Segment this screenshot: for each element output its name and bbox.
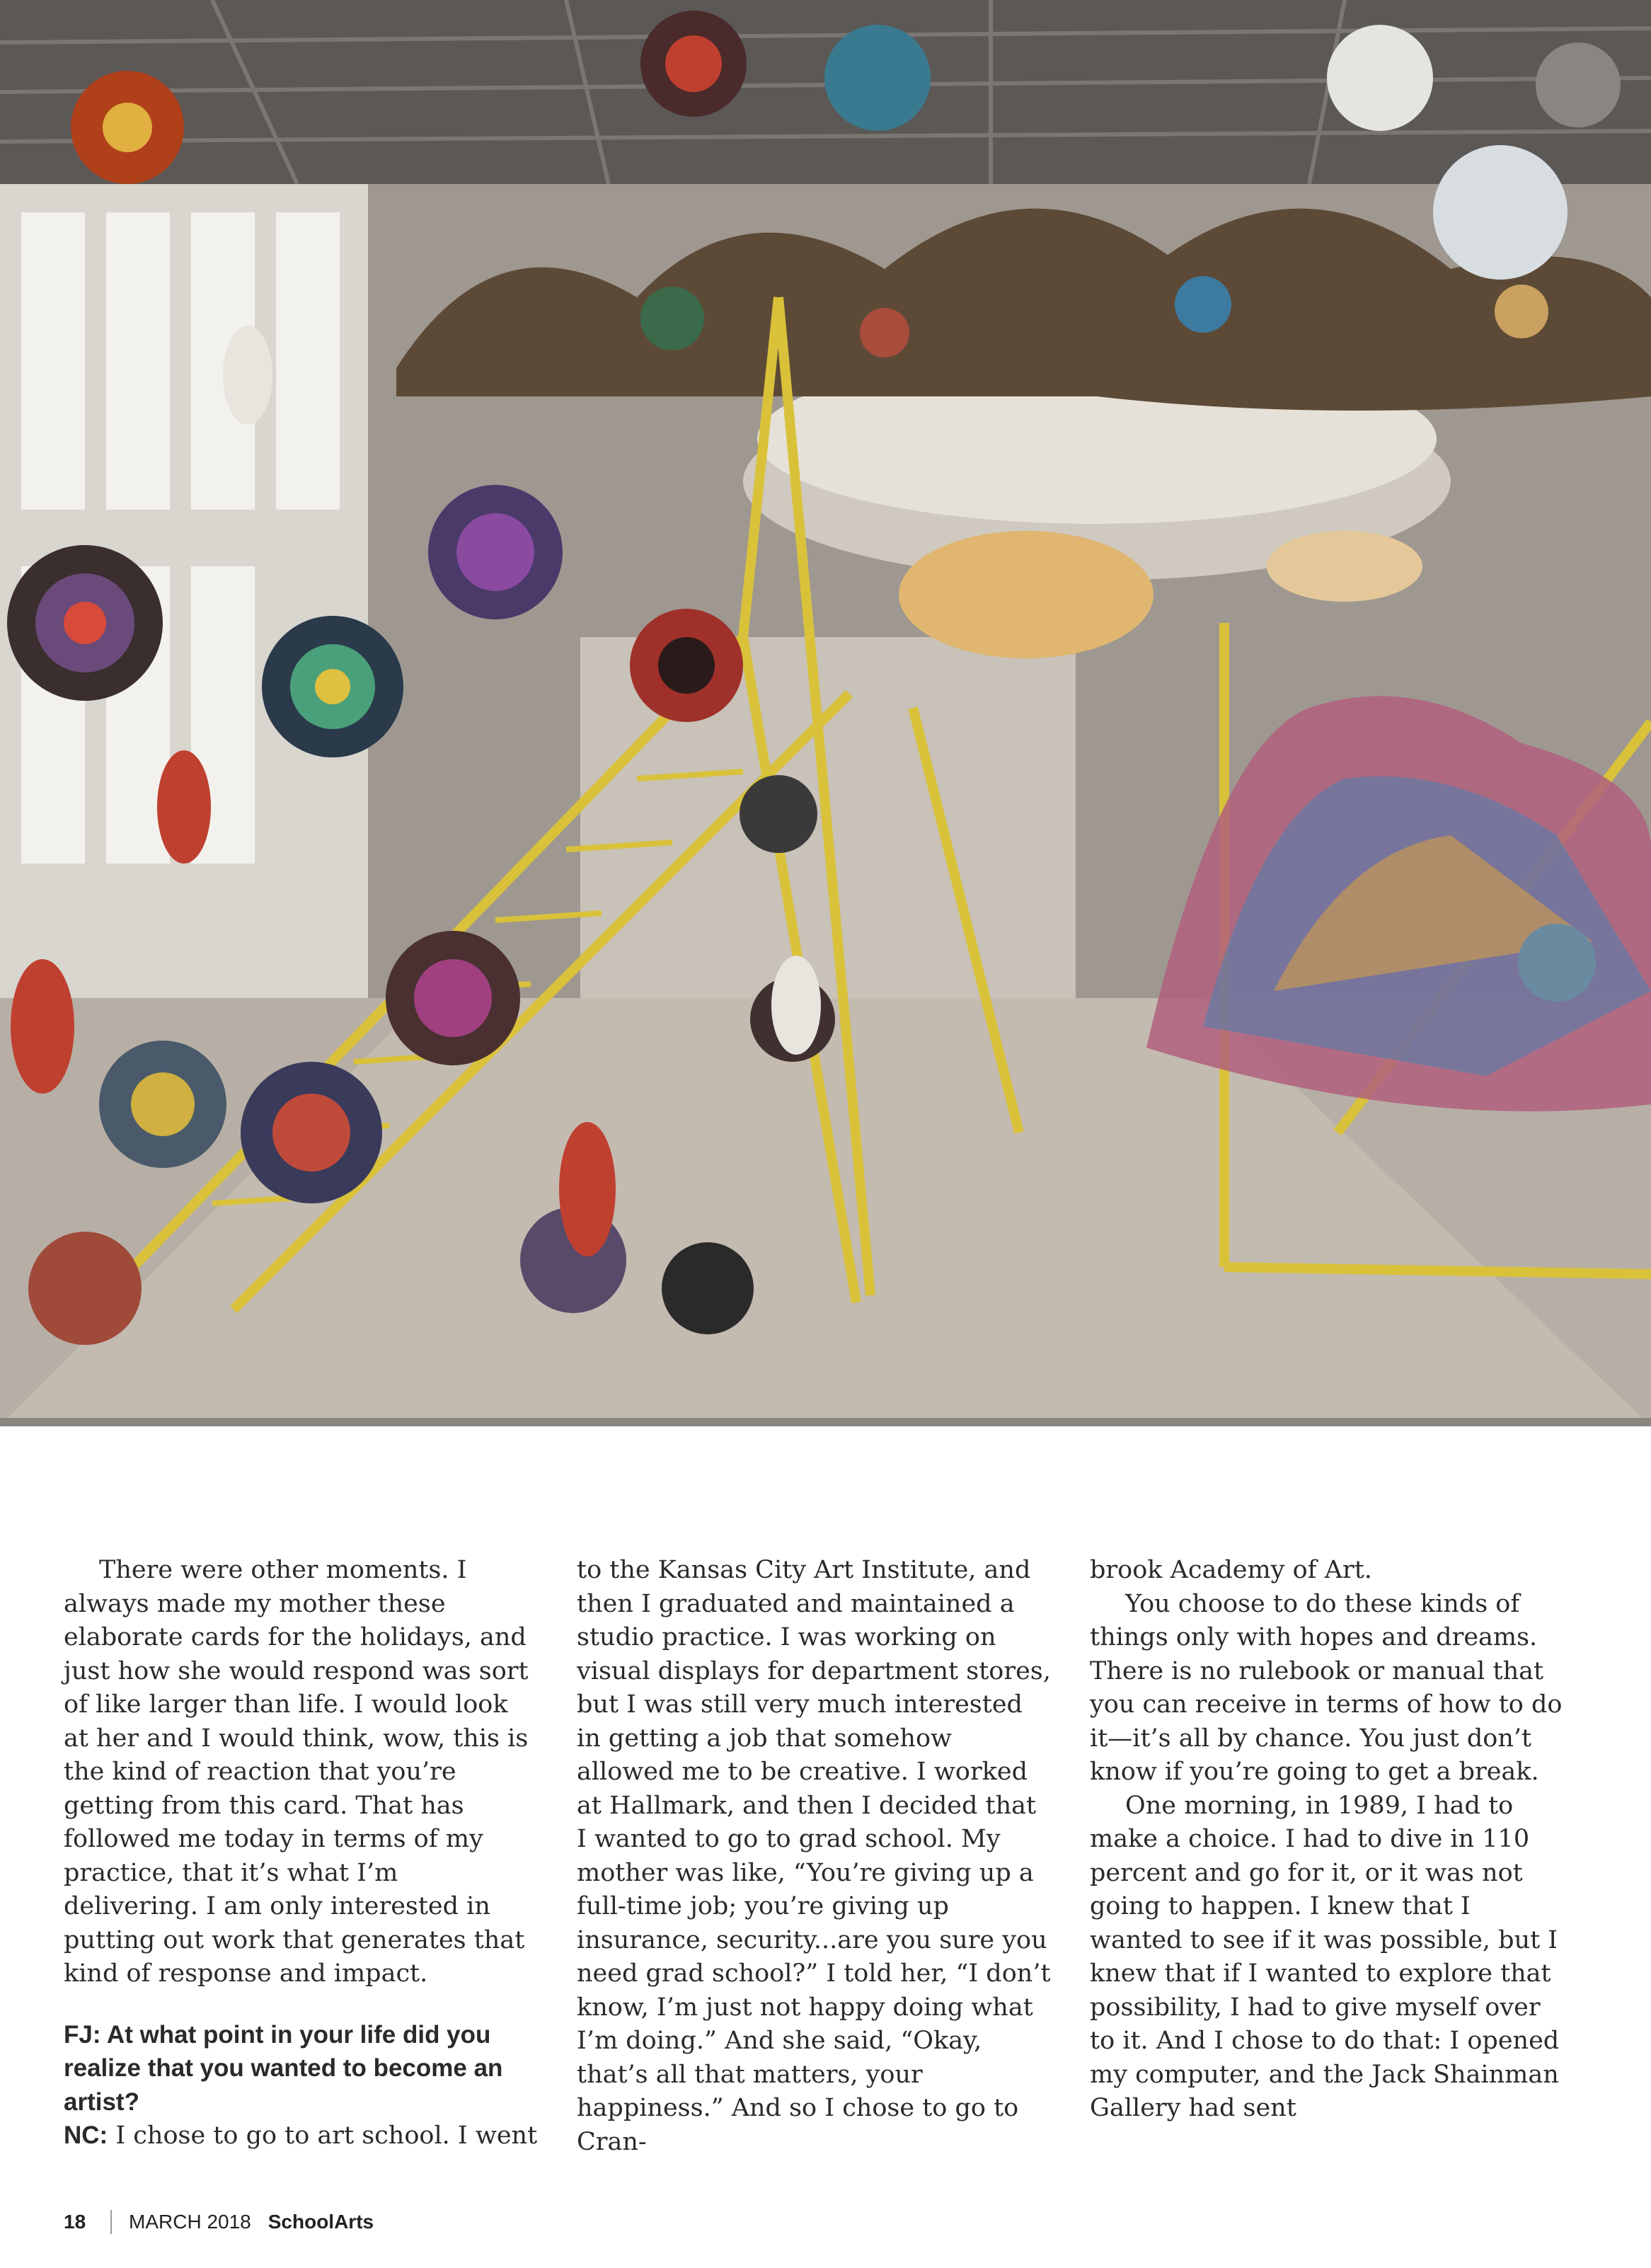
paragraph: There were other moments. I always made my mother these elaborate cards for the holidays, and just how she would respond was sort of like larger than life. I would look at her and I would think, wow, this is the kind of reaction that you’re getting from this card. That has followed me today in terms of my practice, that it’s what I’m delivering. I am only interested in putting out work that generates that kind of response and impact. — [64, 1556, 529, 1988]
interview-answer — [64, 2119, 538, 2153]
paragraph: One morning, in 1989, I had to make a choice. I had to dive in 110 percent and go for it, or it was not going to happen. I knew that I wanted to see if it was possible, but I knew that if I wanted to explore that possibility, I had to give myself over to it. And I chose to do that: I opened my computer, and the Jack Shainman Gallery had sent — [1090, 1791, 1560, 2122]
interview-question: FJ: At what point in your life did you realize that you wanted to become an artist? — [64, 2020, 503, 2116]
paragraph: You choose to do these kinds of things only with hopes and dreams. There is no rulebook or manual that you can receive in terms of how to do it—it’s all by chance. You just don’t know if you’re going to get a break. — [1090, 1589, 1563, 1786]
column-1 — [64, 1554, 538, 2153]
issue-date: MARCH 2018 — [129, 2211, 251, 2233]
page-number: 18 — [64, 2211, 86, 2233]
column-2 — [577, 1554, 1051, 2159]
column-3 — [1090, 1554, 1564, 2126]
footer-divider — [110, 2210, 112, 2234]
page-footer — [64, 2210, 374, 2234]
magazine-name: SchoolArts — [268, 2211, 374, 2233]
paragraph: to the Kansas City Art Institute, and then I graduated and maintained a studio practice. I was working on visual displays for department stores, but I was still very much interested in getting a job that somehow allowed me to be creative. I worked at Hallmark, and then I decided that I wanted to go to grad school. My mother was like, “You’re giving up a full-time job; you’re giving up insurance, security...are you sure you need grad school?” I told her, “I don’t know, I’m just not happy doing what I’m doing.” And she said, “Okay, that’s all that matters, your happiness.” And so I chose to go to Cran- — [577, 1556, 1051, 2156]
article-body — [0, 1554, 1651, 2156]
paragraph: brook Academy of Art. — [1090, 1556, 1372, 1584]
answer-text: I chose to go to art school. I went — [108, 2121, 538, 2150]
answer-speaker: NC: — [64, 2121, 108, 2149]
